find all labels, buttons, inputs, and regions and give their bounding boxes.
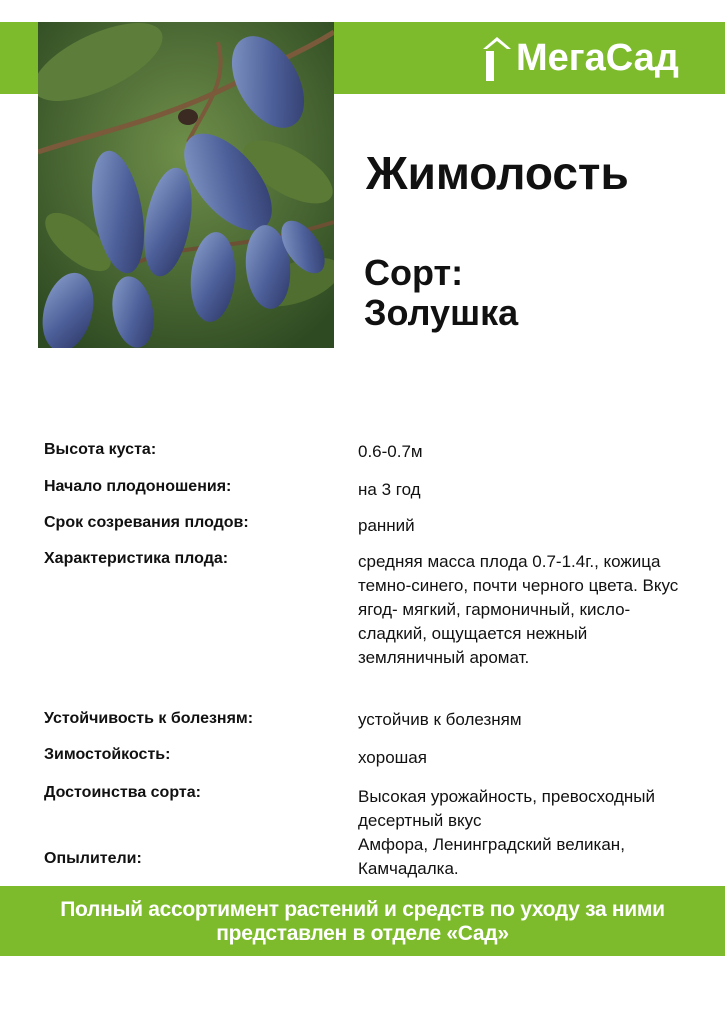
brand-name: МегаСад (516, 36, 679, 79)
spec-label-height: Высота куста: (44, 441, 157, 458)
spec-label-disease-resistance: Устойчивость к болезням: (44, 710, 254, 727)
house-icon (482, 35, 512, 81)
spec-label-winter-hardiness: Зимостойкость: (44, 746, 171, 763)
spec-label-fruiting-start: Начало плодоношения: (44, 478, 232, 495)
variety-name: Золушка (364, 292, 519, 333)
spec-label-pollinators: Опылители: (44, 850, 142, 867)
spec-value-height: 0.6-0.7м (358, 442, 423, 461)
honeysuckle-berries-photo (38, 22, 334, 348)
page-title: Жимолость (366, 147, 629, 199)
spec-label-advantages: Достоинства сорта: (44, 784, 201, 801)
spec-label-fruit-description: Характеристика плода: (44, 550, 229, 567)
spec-value-pollinators: Амфора, Ленинградский великан, Камчадалка. (358, 835, 625, 878)
spec-value-fruit-description: средняя масса плода 0.7-1.4г., кожица темно-синего, почти черного цвета. Вкус ягод- мягкий, гармоничный, кисло-сладкий, ощущается нежный земляничный аромат. (358, 552, 679, 667)
variety-label: Сорт: (364, 252, 464, 293)
spec-value-advantages: Высокая урожайность, превосходный десертный вкус (358, 787, 656, 830)
spec-value-fruiting-start: на 3 год (358, 480, 421, 499)
footer-line-1: Полный ассортимент растений и средств по уходу за ними (60, 898, 665, 921)
spec-value-ripening: ранний (358, 516, 415, 535)
footer-line-2: представлен в отделе «Сад» (216, 922, 509, 945)
footer-banner (0, 886, 725, 956)
spec-value-disease-resistance: устойчив к болезням (358, 710, 522, 729)
brand-logo (482, 30, 679, 86)
spec-label-ripening: Срок созревания плодов: (44, 514, 249, 531)
spec-value-winter-hardiness: хорошая (358, 748, 427, 767)
